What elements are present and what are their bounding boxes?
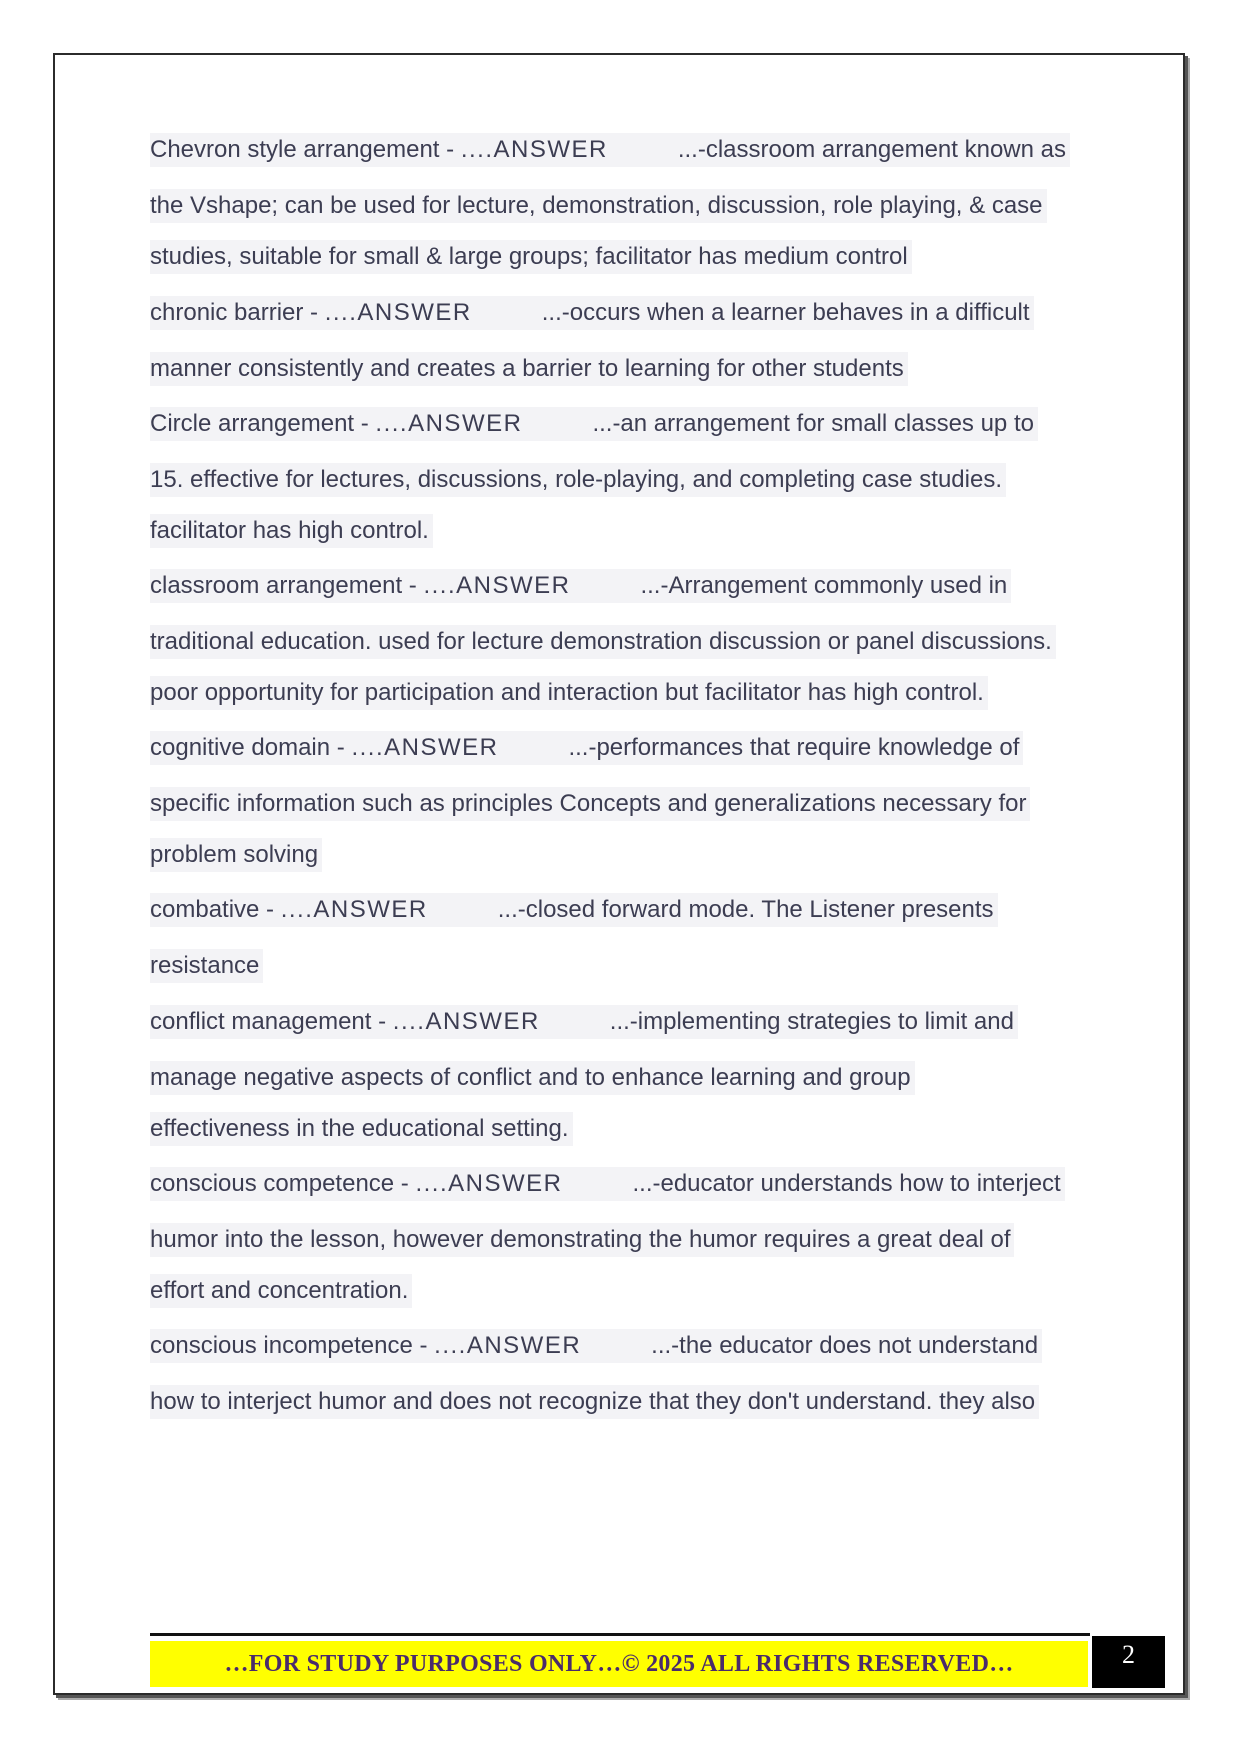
entry-term: classroom arrangement: [150, 572, 403, 599]
definition-text: ...-closed forward mode. The Listener presents: [497, 896, 994, 923]
definition-line: manage negative aspects of conflict and to enhance learning and group: [150, 1061, 915, 1095]
entry-term: Chevron style arrangement: [150, 136, 440, 163]
entry-separator: -: [371, 1008, 393, 1035]
definition-text: ...-an arrangement for small classes up to: [592, 410, 1034, 437]
definition-text: ...-implementing strategies to limit and: [609, 1008, 1014, 1035]
definition-line: humor into the lesson, however demonstrating the humor requires a great deal of: [150, 1223, 1014, 1257]
entry-separator: -: [259, 896, 281, 923]
entry-separator: -: [394, 1170, 416, 1197]
definition-text: ...-Arrangement commonly used in: [640, 572, 1008, 599]
entry-first-line: [150, 407, 1038, 441]
entry-term: Circle arrangement: [150, 410, 355, 437]
definition-line: poor opportunity for participation and interaction but facilitator has high control.: [150, 676, 988, 710]
entry-first-line: [150, 731, 1023, 765]
entry-term: combative: [150, 896, 260, 923]
entry-first-line: [150, 296, 1034, 330]
definition-line: effort and concentration.: [150, 1274, 412, 1308]
definition-line: how to interject humor and does not recognize that they don't understand. they also: [150, 1385, 1039, 1419]
entry-separator: -: [354, 410, 376, 437]
entry-first-line: [150, 569, 1011, 603]
definition-line: the Vshape; can be used for lecture, demonstration, discussion, role playing, & case: [150, 189, 1047, 223]
entry-term: conscious incompetence: [150, 1332, 413, 1359]
footer-notice: …FOR STUDY PURPOSES ONLY…© 2025 ALL RIGHTS RESERVED…: [150, 1641, 1088, 1687]
definition-line: traditional education. used for lecture demonstration discussion or panel discussions.: [150, 625, 1056, 659]
definition-text: ...-educator understands how to interject: [632, 1170, 1061, 1197]
definition-text: ...-occurs when a learner behaves in a difficult: [541, 299, 1030, 326]
definition-line: facilitator has high control.: [150, 514, 433, 548]
definition-line: problem solving: [150, 838, 322, 872]
answer-label: ....ANSWER: [280, 896, 428, 923]
entry-first-line: [150, 1005, 1018, 1039]
entry-term: conscious competence: [150, 1170, 395, 1197]
definition-line: effectiveness in the educational setting.: [150, 1112, 573, 1146]
entry-term: cognitive domain: [150, 734, 331, 761]
entry-term: chronic barrier: [150, 299, 304, 326]
definition-line: resistance: [150, 949, 263, 983]
footer-rule: [150, 1633, 1090, 1636]
answer-label: ....ANSWER: [415, 1170, 563, 1197]
entry-separator: -: [402, 572, 424, 599]
entry-first-line: [150, 1329, 1042, 1363]
entry-first-line: [150, 1167, 1065, 1201]
page-number: 2: [1092, 1636, 1165, 1688]
answer-label: ....ANSWER: [392, 1008, 540, 1035]
definition-line: manner consistently and creates a barrier to learning for other students: [150, 352, 908, 386]
answer-label: ....ANSWER: [351, 734, 499, 761]
answer-label: ....ANSWER: [324, 299, 472, 326]
definition-text: ...-classroom arrangement known as: [677, 136, 1066, 163]
definition-line: specific information such as principles Concepts and generalizations necessary for: [150, 787, 1030, 821]
definition-text: ...-performances that require knowledge of: [568, 734, 1020, 761]
answer-label: ....ANSWER: [423, 572, 571, 599]
entry-separator: -: [412, 1332, 435, 1359]
entry-separator: -: [330, 734, 352, 761]
answer-label: ....ANSWER: [460, 136, 608, 163]
entry-first-line: [150, 893, 998, 927]
definition-text: ...-the educator does not understand: [651, 1332, 1039, 1359]
answer-label: ....ANSWER: [434, 1332, 582, 1359]
entry-term: conflict management: [150, 1008, 372, 1035]
definition-line: 15. effective for lectures, discussions, role-playing, and completing case studies.: [150, 463, 1006, 497]
entry-first-line: [150, 133, 1070, 167]
definition-line: studies, suitable for small & large groups; facilitator has medium control: [150, 240, 912, 274]
answer-label: ....ANSWER: [375, 410, 523, 437]
entry-separator: -: [303, 299, 325, 326]
entry-separator: -: [439, 136, 461, 163]
